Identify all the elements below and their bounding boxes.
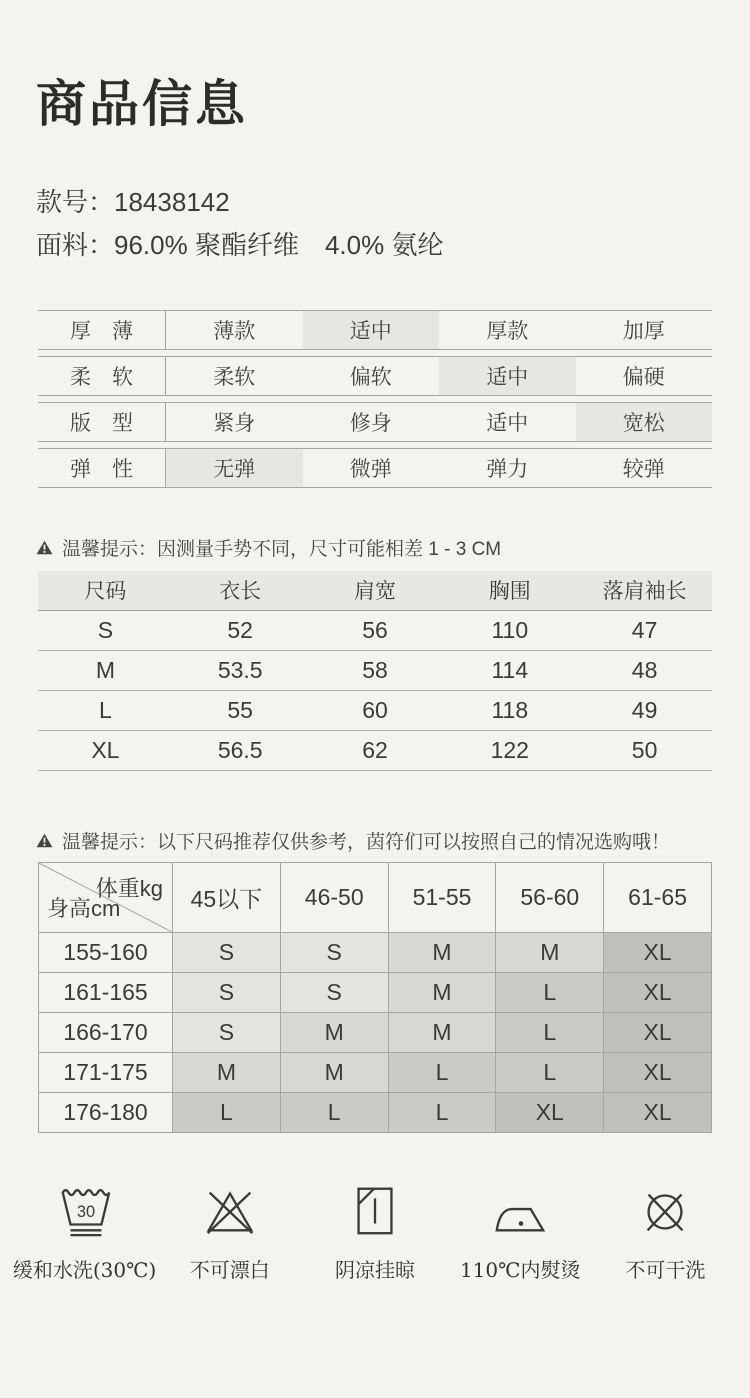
size-cell: 48 — [577, 650, 712, 690]
recommendation-row — [39, 972, 712, 1012]
fabric-part-1: 96.0% 聚酯纤维 — [114, 230, 299, 260]
iron-110-icon — [491, 1179, 549, 1241]
size-cell: 50 — [577, 730, 712, 770]
weight-column-header: 45以下 — [173, 862, 281, 932]
height-range-cell: 171-175 — [39, 1052, 173, 1092]
size-chart-header: 肩宽 — [308, 571, 443, 610]
recommended-size-cell: S — [173, 1012, 281, 1052]
size-chart-row-l — [38, 690, 712, 730]
product-info-page — [0, 64, 750, 1283]
recommended-size-cell: XL — [496, 1092, 604, 1132]
no-bleach-icon — [201, 1179, 259, 1241]
care-instructions — [12, 1179, 738, 1283]
page-title: 商品信息 — [36, 74, 248, 133]
size-cell: 114 — [442, 650, 577, 690]
size-chart-row-m — [38, 650, 712, 690]
weight-column-header: 46-50 — [280, 862, 388, 932]
size-cell: 49 — [577, 690, 712, 730]
attribute-label: 柔 软 — [38, 357, 166, 395]
care-label: 不可漂白 — [189, 1257, 270, 1282]
size-cell: M — [38, 650, 173, 690]
recommended-size-cell: L — [388, 1092, 496, 1132]
attribute-option: 弹力 — [486, 458, 529, 481]
size-chart-header: 落肩袖长 — [577, 571, 712, 610]
care-item-bleach — [157, 1179, 302, 1283]
wash-30-icon — [56, 1179, 114, 1241]
attribute-option: 偏硬 — [622, 366, 665, 389]
attribute-option-selected: 无弹 — [166, 449, 303, 487]
size-cell: 58 — [308, 650, 443, 690]
care-label: 110℃内熨烫 — [459, 1257, 581, 1282]
recommended-size-cell: M — [388, 932, 496, 972]
size-cell: 118 — [442, 690, 577, 730]
attribute-row-thickness — [38, 310, 712, 350]
size-chart-row-s — [38, 610, 712, 650]
care-item-dryclean — [593, 1179, 738, 1283]
size-chart-header: 胸围 — [442, 571, 577, 610]
attribute-table — [38, 310, 712, 488]
recommendation-header-row — [39, 862, 712, 932]
attribute-row-fit — [38, 402, 712, 442]
size-chart-header: 尺码 — [38, 571, 173, 610]
attribute-row-elasticity — [38, 448, 712, 488]
recommended-size-cell: M — [280, 1052, 388, 1092]
recommended-size-cell: L — [496, 1012, 604, 1052]
svg-text:30: 30 — [76, 1202, 95, 1221]
measurement-tip — [36, 534, 750, 561]
warning-icon — [36, 540, 53, 555]
size-chart-table — [38, 571, 712, 771]
weight-column-header: 56-60 — [496, 862, 604, 932]
attribute-label: 弹 性 — [38, 449, 166, 487]
recommended-size-cell: S — [280, 932, 388, 972]
attribute-option: 修身 — [349, 412, 392, 435]
size-cell: XL — [38, 730, 173, 770]
style-number-label: 款号： — [36, 187, 115, 217]
no-dry-clean-icon — [636, 1179, 694, 1241]
recommendation-row — [39, 932, 712, 972]
attribute-option: 厚款 — [486, 320, 529, 343]
height-range-cell: 166-170 — [39, 1012, 173, 1052]
corner-header-cell — [39, 862, 173, 932]
recommended-size-cell: XL — [604, 1052, 712, 1092]
care-label: 不可干洗 — [625, 1257, 706, 1282]
height-axis-label: 身高cm — [47, 895, 121, 921]
recommendation-row — [39, 1052, 712, 1092]
recommended-size-cell: M — [173, 1052, 281, 1092]
care-item-iron — [448, 1179, 593, 1283]
height-range-cell: 155-160 — [39, 932, 173, 972]
style-number-value: 18438142 — [114, 187, 230, 217]
weight-axis-label: 体重kg — [95, 875, 163, 901]
attribute-option: 偏软 — [349, 366, 392, 389]
size-cell: L — [38, 690, 173, 730]
attribute-option: 微弹 — [349, 458, 392, 481]
attribute-option-selected: 适中 — [439, 357, 576, 395]
care-label: 阴凉挂晾 — [335, 1257, 415, 1282]
recommended-size-cell: L — [280, 1092, 388, 1132]
attribute-option: 紧身 — [213, 412, 256, 435]
size-cell: S — [38, 610, 173, 650]
fabric-label: 面料： — [36, 230, 115, 260]
recommended-size-cell: M — [496, 932, 604, 972]
style-number-line — [36, 188, 750, 216]
size-cell: 52 — [173, 610, 308, 650]
attribute-option-selected: 宽松 — [576, 403, 713, 441]
recommendation-row — [39, 1092, 712, 1132]
recommendation-tip-text: 温馨提示：以下尺码推荐仅供参考，茵符们可以按照自己的情况选购哦！ — [62, 831, 671, 853]
attribute-label: 版 型 — [38, 403, 166, 441]
recommended-size-cell: L — [388, 1052, 496, 1092]
recommended-size-cell: S — [173, 972, 281, 1012]
size-cell: 56 — [308, 610, 443, 650]
measurement-tip-text: 温馨提示：因测量手势不同，尺寸可能相差 1 - 3 CM — [62, 539, 502, 560]
attribute-row-softness — [38, 356, 712, 396]
size-recommendation-table — [38, 862, 712, 1133]
attribute-label: 厚 薄 — [38, 311, 166, 349]
weight-column-header: 51-55 — [388, 862, 496, 932]
size-cell: 122 — [442, 730, 577, 770]
recommended-size-cell: S — [173, 932, 281, 972]
attribute-option: 较弹 — [622, 458, 665, 481]
size-cell: 53.5 — [173, 650, 308, 690]
size-chart-header-row — [38, 571, 712, 610]
size-cell: 47 — [577, 610, 712, 650]
recommended-size-cell: M — [280, 1012, 388, 1052]
recommended-size-cell: L — [173, 1092, 281, 1132]
warning-icon — [36, 833, 53, 848]
care-item-wash — [12, 1179, 157, 1283]
size-cell: 60 — [308, 690, 443, 730]
attribute-option: 加厚 — [622, 320, 665, 343]
recommended-size-cell: XL — [604, 932, 712, 972]
height-range-cell: 176-180 — [39, 1092, 173, 1132]
attribute-option: 薄款 — [213, 320, 256, 343]
size-chart-row-xl — [38, 730, 712, 770]
recommendation-row — [39, 1012, 712, 1052]
recommendation-tip — [36, 827, 750, 854]
recommended-size-cell: XL — [604, 972, 712, 1012]
recommended-size-cell: M — [388, 1012, 496, 1052]
size-cell: 56.5 — [173, 730, 308, 770]
care-item-dry — [302, 1179, 447, 1283]
size-cell: 62 — [308, 730, 443, 770]
height-range-cell: 161-165 — [39, 972, 173, 1012]
attribute-option: 适中 — [486, 412, 529, 435]
attribute-option-selected: 适中 — [303, 311, 440, 349]
recommended-size-cell: L — [496, 1052, 604, 1092]
recommended-size-cell: M — [388, 972, 496, 1012]
fabric-line — [36, 231, 750, 259]
recommended-size-cell: XL — [604, 1092, 712, 1132]
product-meta — [36, 188, 750, 259]
hang-dry-shade-icon — [346, 1179, 404, 1241]
size-chart-header: 衣长 — [173, 571, 308, 610]
fabric-part-2: 4.0% 氨纶 — [324, 230, 444, 260]
recommended-size-cell: L — [496, 972, 604, 1012]
size-cell: 55 — [173, 690, 308, 730]
size-cell: 110 — [442, 610, 577, 650]
recommended-size-cell: XL — [604, 1012, 712, 1052]
attribute-option: 柔软 — [213, 366, 256, 389]
care-label: 缓和水洗(30℃) — [12, 1257, 157, 1282]
weight-column-header: 61-65 — [604, 862, 712, 932]
recommended-size-cell: S — [280, 972, 388, 1012]
